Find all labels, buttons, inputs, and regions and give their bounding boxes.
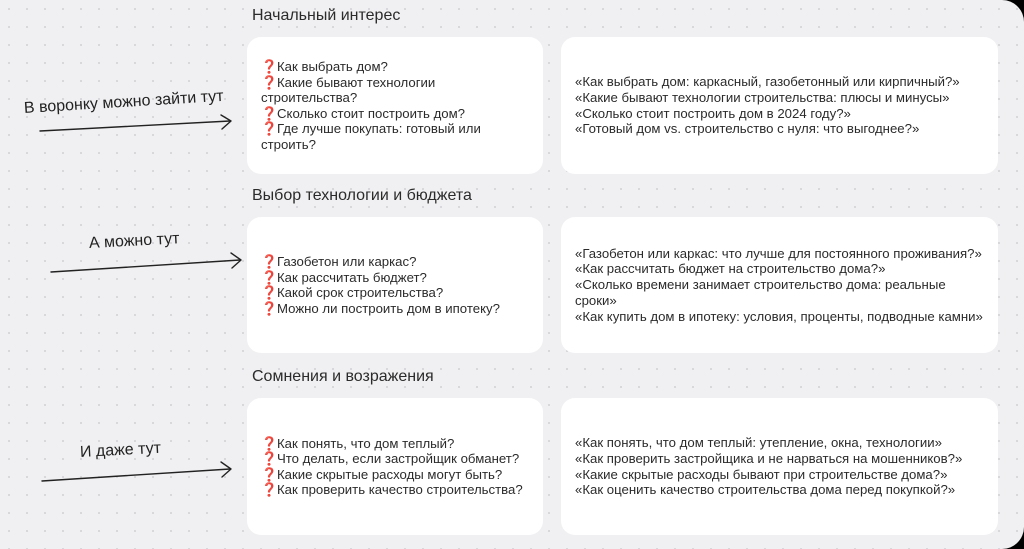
topic-item: «Какие бывают технологии строительства: плюсы и минусы»	[575, 89, 950, 105]
question-mark-icon: ❓	[261, 466, 278, 482]
question-mark-icon: ❓	[261, 59, 278, 74]
question-mark-icon: ❓	[261, 269, 278, 285]
question-item: ❓Что делать, если застройщик обманет?	[261, 451, 520, 466]
question-item: ❓Какие скрытые расходы могут быть?	[261, 466, 503, 482]
question-mark-icon: ❓	[261, 300, 278, 316]
question-mark-icon: ❓	[261, 105, 278, 121]
topic-item: «Как проверить застройщика и не нарваться на мошенников?»	[575, 450, 963, 466]
question-item: ❓Где лучше покупать: готовый или строить?	[261, 121, 481, 152]
topics-card-doubts-objections	[561, 398, 998, 535]
questions-card-initial-interest	[247, 37, 543, 174]
section-title-initial-interest: Начальный интерес	[252, 7, 401, 24]
topic-item: «Как купить дом в ипотеку: условия, проценты, подводные камни»	[575, 308, 983, 324]
question-item: ❓Как проверить качество строительства?	[261, 482, 523, 497]
question-item: ❓Какой срок строительства?	[261, 285, 444, 300]
questions-card-technology-budget	[247, 217, 543, 353]
topic-item: «Как понять, что дом теплый: утепление, окна, технологии»	[575, 434, 942, 450]
entry-label-2: А можно тут	[88, 230, 180, 252]
topics-card-initial-interest	[561, 37, 998, 174]
entry-label-3: И даже тут	[79, 439, 162, 461]
question-mark-icon: ❓	[261, 435, 278, 451]
entry-label-1: В воронку можно зайти тут	[23, 87, 225, 117]
question-mark-icon: ❓	[261, 451, 278, 466]
topic-item: «Какие скрытые расходы бывают при строительстве дома?»	[575, 466, 948, 482]
topic-item: «Как выбрать дом: каркасный, газобетонный или кирпичный?»	[575, 73, 960, 89]
question-item: ❓Как выбрать дом?	[261, 59, 388, 74]
topic-item: «Сколько времени занимает строительство дома: реальные сроки»	[575, 277, 946, 308]
questions-card-doubts-objections	[247, 398, 543, 535]
question-item: ❓Как рассчитать бюджет?	[261, 269, 427, 285]
topic-item: «Сколько стоит построить дом в 2024 году?»	[575, 105, 851, 121]
arrow-2	[51, 253, 241, 272]
topic-item: «Как оценить качество строительства дома перед покупкой?»	[575, 482, 956, 498]
question-item: ❓Какие бывают технологии строительства?	[261, 74, 436, 105]
arrow-1	[40, 115, 231, 131]
topic-item: «Готовый дом vs. строительство с нуля: что выгоднее?»	[575, 121, 920, 137]
question-item: ❓Можно ли построить дом в ипотеку?	[261, 300, 500, 316]
question-item: ❓Газобетон или каркас?	[261, 254, 417, 269]
section-title-doubts-objections: Сомнения и возражения	[252, 368, 434, 385]
question-mark-icon: ❓	[261, 254, 278, 269]
question-mark-icon: ❓	[261, 74, 278, 90]
topic-item: «Как рассчитать бюджет на строительство дома?»	[575, 261, 886, 277]
arrow-3	[42, 462, 231, 481]
question-mark-icon: ❓	[261, 482, 278, 497]
topic-item: «Газобетон или каркас: что лучше для постоянного проживания?»	[575, 245, 982, 261]
section-title-technology-budget: Выбор технологии и бюджета	[252, 187, 472, 204]
question-item: ❓Сколько стоит построить дом?	[261, 105, 466, 121]
topics-card-technology-budget	[561, 217, 998, 353]
question-mark-icon: ❓	[261, 285, 278, 300]
question-mark-icon: ❓	[261, 121, 278, 136]
question-item: ❓Как понять, что дом теплый?	[261, 435, 455, 451]
